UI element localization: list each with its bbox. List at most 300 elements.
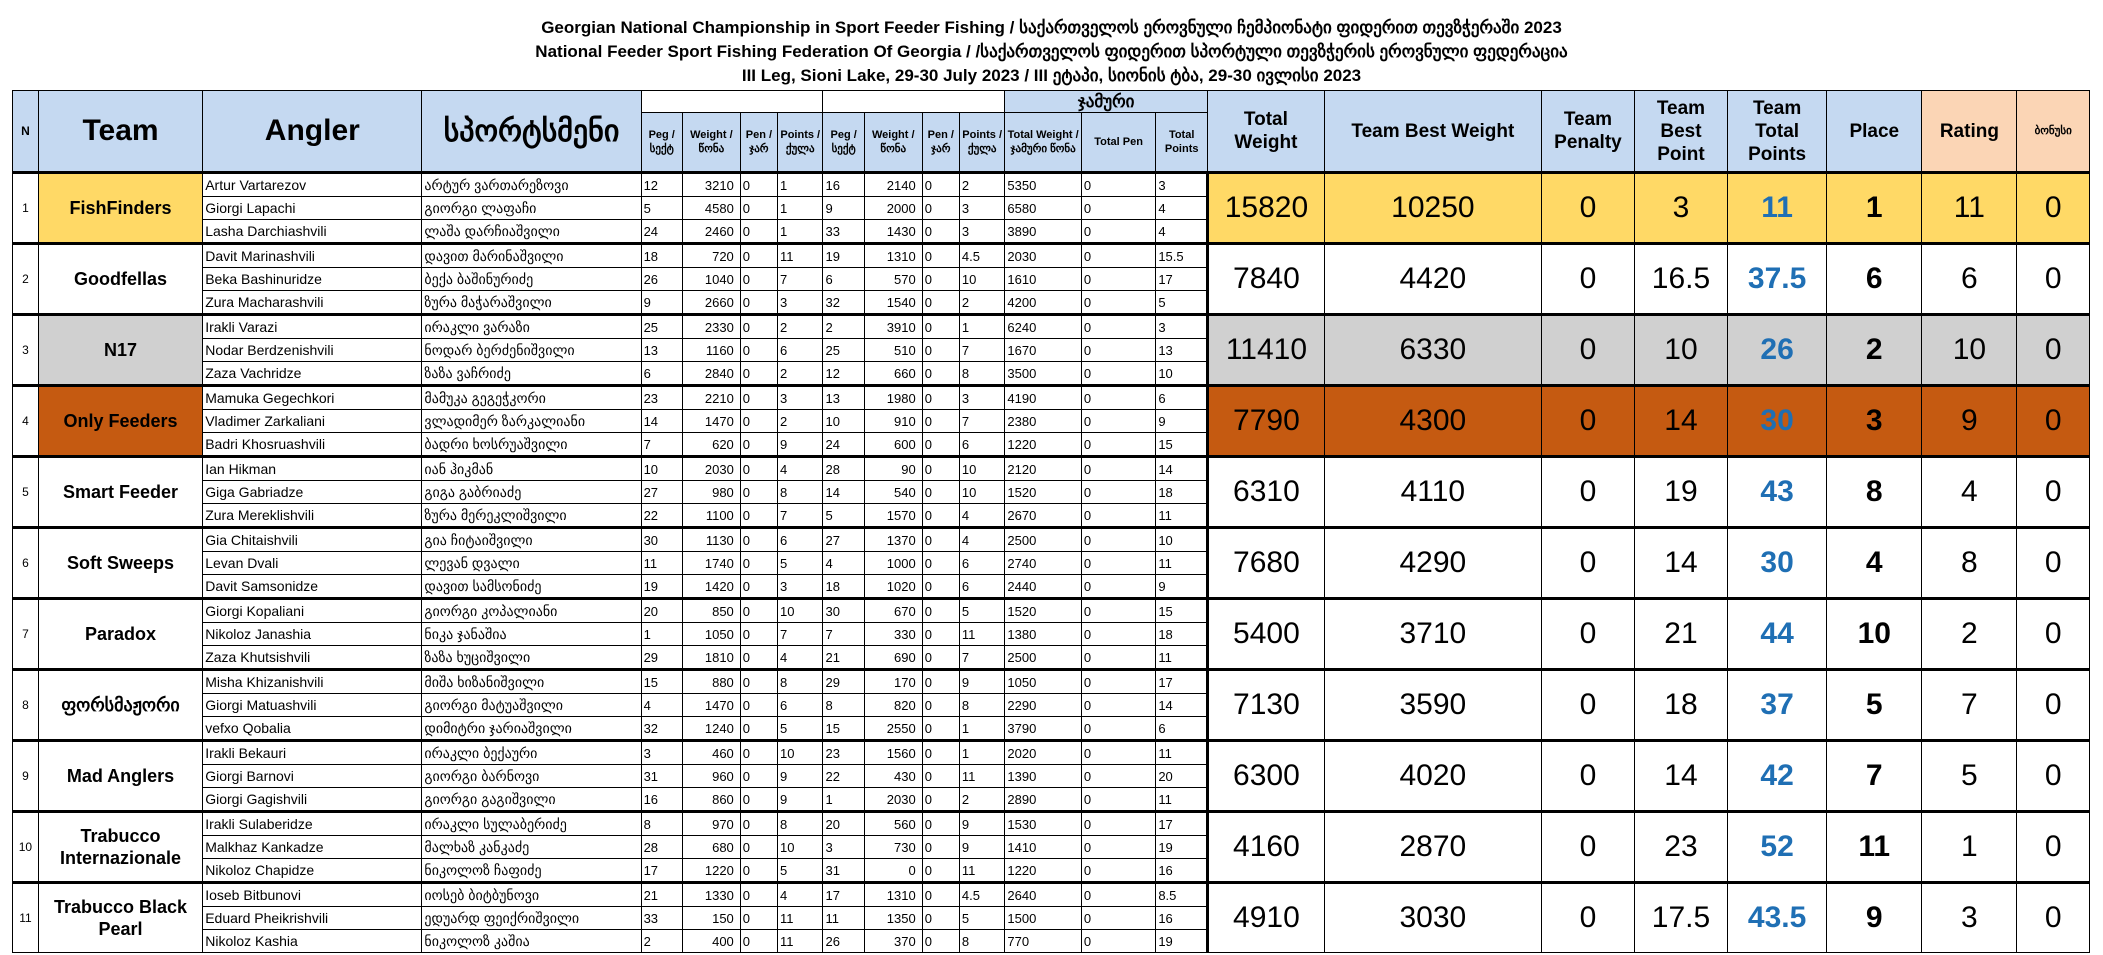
pen-2: 0 bbox=[922, 362, 959, 386]
weight-1: 620 bbox=[682, 433, 740, 457]
team-place: 11 bbox=[1827, 812, 1922, 883]
points-1: 3 bbox=[778, 386, 823, 410]
pen-1: 0 bbox=[740, 173, 777, 197]
total-points: 4 bbox=[1156, 220, 1208, 244]
points-1: 9 bbox=[778, 765, 823, 788]
angler-name: Davit Marinashvili bbox=[203, 244, 422, 268]
weight-1: 1050 bbox=[682, 623, 740, 646]
team-best-point: 14 bbox=[1634, 528, 1727, 599]
points-1: 10 bbox=[778, 836, 823, 859]
header-bonus: ბონუსი bbox=[2017, 91, 2090, 173]
weight-2: 0 bbox=[864, 859, 922, 883]
header-weight-1: Weight / წონა bbox=[682, 113, 740, 173]
weight-1: 1220 bbox=[682, 859, 740, 883]
points-1: 1 bbox=[778, 173, 823, 197]
weight-1: 720 bbox=[682, 244, 740, 268]
points-1: 3 bbox=[778, 291, 823, 315]
team-number: 3 bbox=[13, 315, 39, 386]
team-bonus: 0 bbox=[2017, 528, 2090, 599]
weight-2: 1020 bbox=[864, 575, 922, 599]
angler-name-ka: დიმიტრი ჯარიაშვილი bbox=[422, 717, 641, 741]
points-1: 8 bbox=[778, 481, 823, 504]
peg-2: 28 bbox=[823, 457, 864, 481]
peg-2: 33 bbox=[823, 220, 864, 244]
total-pen: 0 bbox=[1081, 907, 1155, 930]
peg-2: 23 bbox=[823, 741, 864, 765]
header-rating: Rating bbox=[1922, 91, 2017, 173]
team-penalty: 0 bbox=[1541, 315, 1634, 386]
team-place: 9 bbox=[1827, 883, 1922, 953]
header-team-penalty: Team Penalty bbox=[1541, 91, 1634, 173]
angler-name: Vladimer Zarkaliani bbox=[203, 410, 422, 433]
points-1: 6 bbox=[778, 694, 823, 717]
peg-1: 33 bbox=[641, 907, 682, 930]
team-place: 5 bbox=[1827, 670, 1922, 741]
total-pen: 0 bbox=[1081, 765, 1155, 788]
weight-2: 910 bbox=[864, 410, 922, 433]
peg-1: 32 bbox=[641, 717, 682, 741]
header-place: Place bbox=[1827, 91, 1922, 173]
pen-1: 0 bbox=[740, 741, 777, 765]
pen-2: 0 bbox=[922, 575, 959, 599]
angler-name: vefxo Qobalia bbox=[203, 717, 422, 741]
total-points: 16 bbox=[1156, 859, 1208, 883]
points-2: 1 bbox=[959, 741, 1004, 765]
pen-1: 0 bbox=[740, 410, 777, 433]
total-points: 3 bbox=[1156, 173, 1208, 197]
table-row bbox=[13, 812, 2090, 836]
weight-1: 680 bbox=[682, 836, 740, 859]
peg-2: 21 bbox=[823, 646, 864, 670]
team-place: 6 bbox=[1827, 244, 1922, 315]
team-name: ფორსმაჟორი bbox=[38, 670, 202, 741]
header-angler: Angler bbox=[203, 91, 422, 173]
team-name: Trabucco Black Pearl bbox=[38, 883, 202, 953]
team-place: 4 bbox=[1827, 528, 1922, 599]
angler-name-ka: ზაზა ვაჩრიძე bbox=[422, 362, 641, 386]
angler-name-ka: მამუკა გეგეჭკორი bbox=[422, 386, 641, 410]
peg-1: 15 bbox=[641, 670, 682, 694]
weight-1: 2460 bbox=[682, 220, 740, 244]
peg-2: 29 bbox=[823, 670, 864, 694]
total-points: 19 bbox=[1156, 930, 1208, 953]
team-rating: 6 bbox=[1922, 244, 2017, 315]
points-1: 9 bbox=[778, 788, 823, 812]
team-total-weight: 6300 bbox=[1208, 741, 1325, 812]
points-1: 11 bbox=[778, 244, 823, 268]
total-weight: 1220 bbox=[1005, 433, 1082, 457]
team-name: Paradox bbox=[38, 599, 202, 670]
team-name: FishFinders bbox=[38, 173, 202, 244]
header-n: N bbox=[13, 91, 39, 173]
total-points: 15 bbox=[1156, 433, 1208, 457]
total-weight: 2640 bbox=[1005, 883, 1082, 907]
weight-1: 1160 bbox=[682, 339, 740, 362]
angler-name: Davit Samsonidze bbox=[203, 575, 422, 599]
pen-2: 0 bbox=[922, 599, 959, 623]
weight-2: 670 bbox=[864, 599, 922, 623]
total-weight: 2670 bbox=[1005, 504, 1082, 528]
header-pen-1: Pen / ჯარ bbox=[740, 113, 777, 173]
pen-1: 0 bbox=[740, 197, 777, 220]
total-pen: 0 bbox=[1081, 883, 1155, 907]
peg-2: 13 bbox=[823, 386, 864, 410]
header-team-total-weight: Total Weight bbox=[1208, 91, 1325, 173]
team-best-weight: 4110 bbox=[1324, 457, 1541, 528]
team-total-points: 52 bbox=[1727, 812, 1826, 883]
team-bonus: 0 bbox=[2017, 244, 2090, 315]
points-1: 8 bbox=[778, 812, 823, 836]
peg-1: 14 bbox=[641, 410, 682, 433]
angler-name-ka: იან ჰიკმან bbox=[422, 457, 641, 481]
angler-name: Zura Macharashvili bbox=[203, 291, 422, 315]
points-1: 2 bbox=[778, 410, 823, 433]
angler-name: Irakli Bekauri bbox=[203, 741, 422, 765]
team-best-weight: 4420 bbox=[1324, 244, 1541, 315]
header-weight-2: Weight / წონა bbox=[864, 113, 922, 173]
total-points: 14 bbox=[1156, 694, 1208, 717]
total-pen: 0 bbox=[1081, 504, 1155, 528]
angler-name: Irakli Varazi bbox=[203, 315, 422, 339]
total-pen: 0 bbox=[1081, 623, 1155, 646]
total-pen: 0 bbox=[1081, 670, 1155, 694]
points-2: 2 bbox=[959, 291, 1004, 315]
angler-name: Zaza Khutsishvili bbox=[203, 646, 422, 670]
weight-2: 1540 bbox=[864, 291, 922, 315]
angler-name: Badri Khosruashvili bbox=[203, 433, 422, 457]
header-day2-group bbox=[823, 91, 1005, 113]
angler-name: Artur Vartarezov bbox=[203, 173, 422, 197]
table-row bbox=[13, 386, 2090, 410]
points-2: 8 bbox=[959, 694, 1004, 717]
weight-2: 690 bbox=[864, 646, 922, 670]
pen-2: 0 bbox=[922, 694, 959, 717]
team-best-weight: 6330 bbox=[1324, 315, 1541, 386]
weight-2: 1980 bbox=[864, 386, 922, 410]
total-pen: 0 bbox=[1081, 410, 1155, 433]
points-1: 8 bbox=[778, 670, 823, 694]
points-2: 9 bbox=[959, 836, 1004, 859]
pen-2: 0 bbox=[922, 173, 959, 197]
peg-1: 12 bbox=[641, 173, 682, 197]
team-total-weight: 15820 bbox=[1208, 173, 1325, 244]
total-points: 4 bbox=[1156, 197, 1208, 220]
weight-2: 330 bbox=[864, 623, 922, 646]
pen-2: 0 bbox=[922, 930, 959, 953]
total-points: 11 bbox=[1156, 741, 1208, 765]
team-bonus: 0 bbox=[2017, 812, 2090, 883]
weight-1: 1810 bbox=[682, 646, 740, 670]
peg-1: 21 bbox=[641, 883, 682, 907]
total-points: 18 bbox=[1156, 481, 1208, 504]
points-1: 4 bbox=[778, 457, 823, 481]
team-rating: 10 bbox=[1922, 315, 2017, 386]
team-name: Mad Anglers bbox=[38, 741, 202, 812]
pen-2: 0 bbox=[922, 765, 959, 788]
angler-name-ka: ზურა მერეკლიშვილი bbox=[422, 504, 641, 528]
weight-2: 560 bbox=[864, 812, 922, 836]
peg-1: 17 bbox=[641, 859, 682, 883]
pen-2: 0 bbox=[922, 457, 959, 481]
header-points-1: Points / ქულა bbox=[778, 113, 823, 173]
team-best-point: 16.5 bbox=[1634, 244, 1727, 315]
angler-name-ka: ირაკლი ვარაზი bbox=[422, 315, 641, 339]
pen-1: 0 bbox=[740, 859, 777, 883]
angler-name-ka: გიგა გაბრიაძე bbox=[422, 481, 641, 504]
table-row bbox=[13, 457, 2090, 481]
team-number: 11 bbox=[13, 883, 39, 953]
pen-1: 0 bbox=[740, 765, 777, 788]
angler-name: Mamuka Gegechkori bbox=[203, 386, 422, 410]
points-2: 3 bbox=[959, 386, 1004, 410]
team-best-point: 14 bbox=[1634, 741, 1727, 812]
peg-1: 22 bbox=[641, 504, 682, 528]
pen-1: 0 bbox=[740, 244, 777, 268]
pen-2: 0 bbox=[922, 859, 959, 883]
title-line-2: National Feeder Sport Fishing Federation Of Georgia / /საქართველოს ფიდერით სპორტული თევზჭერის ეროვნული ფედერაცია bbox=[535, 42, 1568, 61]
team-name: Soft Sweeps bbox=[38, 528, 202, 599]
total-weight: 6240 bbox=[1005, 315, 1082, 339]
total-weight: 3500 bbox=[1005, 362, 1082, 386]
team-rating: 3 bbox=[1922, 883, 2017, 953]
points-2: 3 bbox=[959, 220, 1004, 244]
pen-2: 0 bbox=[922, 504, 959, 528]
peg-2: 12 bbox=[823, 362, 864, 386]
angler-name-ka: ბექა ბაშინურიძე bbox=[422, 268, 641, 291]
points-2: 5 bbox=[959, 907, 1004, 930]
points-2: 4 bbox=[959, 504, 1004, 528]
points-2: 10 bbox=[959, 457, 1004, 481]
weight-1: 1100 bbox=[682, 504, 740, 528]
peg-2: 15 bbox=[823, 717, 864, 741]
total-points: 17 bbox=[1156, 670, 1208, 694]
total-pen: 0 bbox=[1081, 930, 1155, 953]
team-rating: 9 bbox=[1922, 386, 2017, 457]
total-points: 15.5 bbox=[1156, 244, 1208, 268]
peg-1: 10 bbox=[641, 457, 682, 481]
pen-2: 0 bbox=[922, 244, 959, 268]
total-weight: 2380 bbox=[1005, 410, 1082, 433]
points-2: 10 bbox=[959, 481, 1004, 504]
weight-2: 1430 bbox=[864, 220, 922, 244]
header-day1-group bbox=[641, 91, 823, 113]
points-1: 4 bbox=[778, 646, 823, 670]
peg-1: 27 bbox=[641, 481, 682, 504]
weight-1: 2330 bbox=[682, 315, 740, 339]
pen-1: 0 bbox=[740, 907, 777, 930]
table-row bbox=[13, 173, 2090, 197]
total-pen: 0 bbox=[1081, 599, 1155, 623]
total-pen: 0 bbox=[1081, 575, 1155, 599]
weight-1: 1130 bbox=[682, 528, 740, 552]
team-total-points: 43 bbox=[1727, 457, 1826, 528]
pen-2: 0 bbox=[922, 481, 959, 504]
peg-2: 3 bbox=[823, 836, 864, 859]
weight-1: 460 bbox=[682, 741, 740, 765]
angler-name-ka: ედუარდ ფეიქრიშვილი bbox=[422, 907, 641, 930]
weight-2: 1560 bbox=[864, 741, 922, 765]
team-total-points: 37.5 bbox=[1727, 244, 1826, 315]
points-2: 10 bbox=[959, 268, 1004, 291]
weight-1: 850 bbox=[682, 599, 740, 623]
total-points: 10 bbox=[1156, 528, 1208, 552]
team-best-point: 19 bbox=[1634, 457, 1727, 528]
weight-1: 1470 bbox=[682, 410, 740, 433]
weight-2: 660 bbox=[864, 362, 922, 386]
total-points: 5 bbox=[1156, 291, 1208, 315]
team-bonus: 0 bbox=[2017, 599, 2090, 670]
total-points: 10 bbox=[1156, 362, 1208, 386]
total-points: 11 bbox=[1156, 646, 1208, 670]
total-weight: 1610 bbox=[1005, 268, 1082, 291]
pen-1: 0 bbox=[740, 883, 777, 907]
team-total-weight: 7130 bbox=[1208, 670, 1325, 741]
header-total-group: ჯამური bbox=[1005, 91, 1208, 113]
peg-1: 25 bbox=[641, 315, 682, 339]
header-team: Team bbox=[38, 91, 202, 173]
team-best-weight: 4020 bbox=[1324, 741, 1541, 812]
team-number: 1 bbox=[13, 173, 39, 244]
total-weight: 3890 bbox=[1005, 220, 1082, 244]
angler-name-ka: ნიკა ჯანაშია bbox=[422, 623, 641, 646]
peg-1: 9 bbox=[641, 291, 682, 315]
peg-2: 1 bbox=[823, 788, 864, 812]
total-weight: 5350 bbox=[1005, 173, 1082, 197]
team-total-points: 44 bbox=[1727, 599, 1826, 670]
total-points: 8.5 bbox=[1156, 883, 1208, 907]
peg-1: 23 bbox=[641, 386, 682, 410]
total-pen: 0 bbox=[1081, 481, 1155, 504]
header-peg-1: Peg / სექტ bbox=[641, 113, 682, 173]
points-2: 11 bbox=[959, 623, 1004, 646]
angler-name: Giorgi Lapachi bbox=[203, 197, 422, 220]
angler-name: Malkhaz Kankadze bbox=[203, 836, 422, 859]
team-best-point: 3 bbox=[1634, 173, 1727, 244]
pen-2: 0 bbox=[922, 197, 959, 220]
points-2: 4.5 bbox=[959, 883, 1004, 907]
peg-1: 30 bbox=[641, 528, 682, 552]
table-row bbox=[13, 883, 2090, 907]
angler-name: Nikoloz Chapidze bbox=[203, 859, 422, 883]
peg-2: 27 bbox=[823, 528, 864, 552]
team-place: 10 bbox=[1827, 599, 1922, 670]
team-best-point: 14 bbox=[1634, 386, 1727, 457]
team-best-point: 21 bbox=[1634, 599, 1727, 670]
team-rating: 5 bbox=[1922, 741, 2017, 812]
peg-1: 20 bbox=[641, 599, 682, 623]
weight-2: 540 bbox=[864, 481, 922, 504]
team-rating: 7 bbox=[1922, 670, 2017, 741]
pen-1: 0 bbox=[740, 623, 777, 646]
total-weight: 2440 bbox=[1005, 575, 1082, 599]
angler-name: Nodar Berdzenishvili bbox=[203, 339, 422, 362]
team-number: 8 bbox=[13, 670, 39, 741]
team-name: Smart Feeder bbox=[38, 457, 202, 528]
weight-1: 860 bbox=[682, 788, 740, 812]
weight-2: 170 bbox=[864, 670, 922, 694]
table-row bbox=[13, 315, 2090, 339]
peg-2: 16 bbox=[823, 173, 864, 197]
total-pen: 0 bbox=[1081, 741, 1155, 765]
angler-name-ka: ირაკლი სულაბერიძე bbox=[422, 812, 641, 836]
peg-2: 18 bbox=[823, 575, 864, 599]
team-bonus: 0 bbox=[2017, 457, 2090, 528]
points-2: 4 bbox=[959, 528, 1004, 552]
points-2: 5 bbox=[959, 599, 1004, 623]
peg-2: 11 bbox=[823, 907, 864, 930]
pen-2: 0 bbox=[922, 646, 959, 670]
pen-1: 0 bbox=[740, 481, 777, 504]
weight-1: 960 bbox=[682, 765, 740, 788]
total-pen: 0 bbox=[1081, 433, 1155, 457]
pen-2: 0 bbox=[922, 386, 959, 410]
peg-2: 8 bbox=[823, 694, 864, 717]
pen-1: 0 bbox=[740, 717, 777, 741]
title-line-1: Georgian National Championship in Sport Feeder Fishing / საქართველოს ეროვნული ჩემპიონატი ფიდერით თევზჭერაში 2023 bbox=[541, 18, 1562, 37]
total-points: 9 bbox=[1156, 410, 1208, 433]
peg-1: 11 bbox=[641, 552, 682, 575]
angler-name: Giorgi Kopaliani bbox=[203, 599, 422, 623]
weight-2: 600 bbox=[864, 433, 922, 457]
peg-2: 32 bbox=[823, 291, 864, 315]
total-points: 11 bbox=[1156, 504, 1208, 528]
total-points: 17 bbox=[1156, 812, 1208, 836]
total-pen: 0 bbox=[1081, 528, 1155, 552]
team-best-point: 17.5 bbox=[1634, 883, 1727, 953]
weight-1: 3210 bbox=[682, 173, 740, 197]
team-number: 6 bbox=[13, 528, 39, 599]
team-total-points: 37 bbox=[1727, 670, 1826, 741]
total-points: 3 bbox=[1156, 315, 1208, 339]
team-bonus: 0 bbox=[2017, 670, 2090, 741]
weight-1: 1420 bbox=[682, 575, 740, 599]
team-total-points: 30 bbox=[1727, 386, 1826, 457]
peg-2: 20 bbox=[823, 812, 864, 836]
angler-name-ka: გიორგი ლაფაჩი bbox=[422, 197, 641, 220]
pen-2: 0 bbox=[922, 883, 959, 907]
total-pen: 0 bbox=[1081, 836, 1155, 859]
team-name: Only Feeders bbox=[38, 386, 202, 457]
points-1: 11 bbox=[778, 907, 823, 930]
weight-1: 150 bbox=[682, 907, 740, 930]
total-points: 19 bbox=[1156, 836, 1208, 859]
pen-1: 0 bbox=[740, 339, 777, 362]
weight-2: 2550 bbox=[864, 717, 922, 741]
team-penalty: 0 bbox=[1541, 670, 1634, 741]
team-bonus: 0 bbox=[2017, 883, 2090, 953]
points-2: 2 bbox=[959, 173, 1004, 197]
pen-1: 0 bbox=[740, 386, 777, 410]
total-weight: 2500 bbox=[1005, 528, 1082, 552]
peg-1: 5 bbox=[641, 197, 682, 220]
team-penalty: 0 bbox=[1541, 599, 1634, 670]
pen-2: 0 bbox=[922, 812, 959, 836]
team-total-points: 26 bbox=[1727, 315, 1826, 386]
weight-1: 2660 bbox=[682, 291, 740, 315]
points-1: 1 bbox=[778, 197, 823, 220]
header-total-points: Total Points bbox=[1156, 113, 1208, 173]
total-weight: 1520 bbox=[1005, 599, 1082, 623]
pen-2: 0 bbox=[922, 788, 959, 812]
angler-name-ka: ლაშა დარჩიაშვილი bbox=[422, 220, 641, 244]
table-row bbox=[13, 670, 2090, 694]
team-number: 10 bbox=[13, 812, 39, 883]
weight-1: 400 bbox=[682, 930, 740, 953]
total-pen: 0 bbox=[1081, 268, 1155, 291]
team-best-weight: 10250 bbox=[1324, 173, 1541, 244]
total-points: 13 bbox=[1156, 339, 1208, 362]
team-rating: 4 bbox=[1922, 457, 2017, 528]
